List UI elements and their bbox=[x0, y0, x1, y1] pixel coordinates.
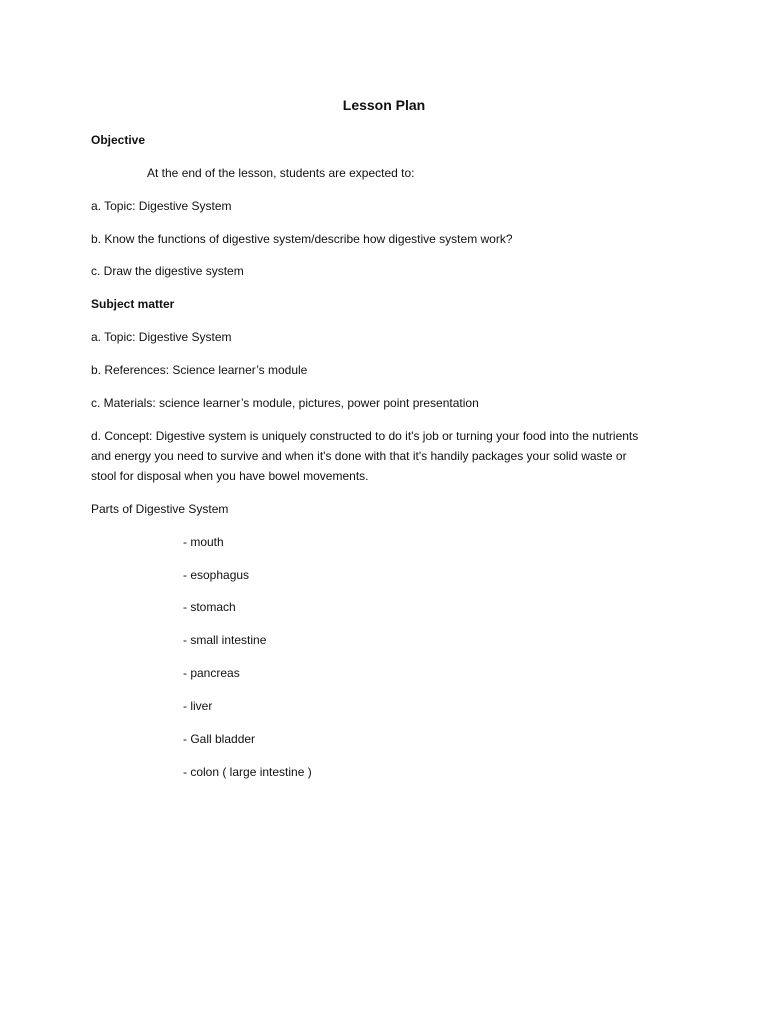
part-item: - stomach bbox=[183, 600, 236, 614]
concept-line: and energy you need to survive and when it's done with that it's handily packages your solid waste or bbox=[91, 449, 627, 463]
concept-line: stool for disposal when you have bowel movements. bbox=[91, 469, 369, 483]
part-item: - mouth bbox=[183, 535, 224, 549]
objective-item: c. Draw the digestive system bbox=[91, 264, 244, 278]
objective-intro: At the end of the lesson, students are expected to: bbox=[147, 166, 415, 180]
subject-item: c. Materials: science learner’s module, pictures, power point presentation bbox=[91, 396, 479, 410]
subject-item: b. References: Science learner’s module bbox=[91, 363, 308, 377]
subject-item: a. Topic: Digestive System bbox=[91, 330, 232, 344]
parts-heading: Parts of Digestive System bbox=[91, 502, 229, 516]
page-title: Lesson Plan bbox=[342, 97, 426, 113]
concept-line: d. Concept: Digestive system is uniquely constructed to do it's job or turning your food into the nutrients bbox=[91, 429, 639, 443]
part-item: - Gall bladder bbox=[183, 732, 256, 746]
subject-matter-heading: Subject matter bbox=[91, 297, 175, 311]
objective-item: a. Topic: Digestive System bbox=[91, 199, 232, 213]
part-item: - pancreas bbox=[183, 666, 240, 680]
part-item: - small intestine bbox=[183, 633, 267, 647]
objective-heading: Objective bbox=[91, 133, 146, 147]
objective-item: b. Know the functions of digestive system/describe how digestive system work? bbox=[91, 232, 513, 246]
part-item: - esophagus bbox=[183, 568, 250, 582]
part-item: - colon ( large intestine ) bbox=[183, 765, 312, 779]
part-item: - liver bbox=[183, 699, 213, 713]
